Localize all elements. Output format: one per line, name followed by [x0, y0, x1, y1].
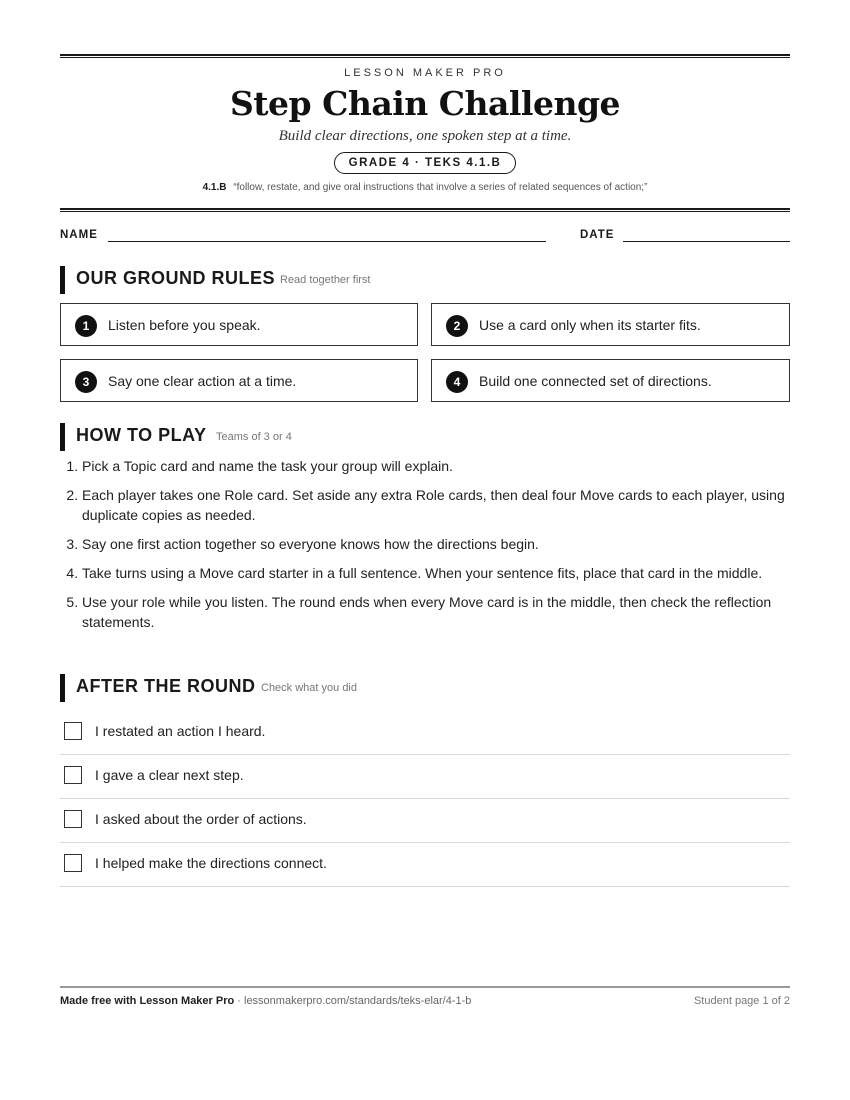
checkbox[interactable]	[64, 722, 82, 740]
ground-rule-text: Listen before you speak.	[108, 317, 261, 333]
section-bar	[60, 423, 65, 451]
checkbox[interactable]	[64, 854, 82, 872]
ground-rule-text: Use a card only when its starter fits.	[479, 317, 701, 333]
page-title: Step Chain Challenge	[229, 84, 621, 123]
section-bar	[60, 674, 65, 702]
standard-text: “follow, restate, and give oral instructions that involve a series of related sequences of action;”	[233, 182, 648, 193]
instruction-step: 5. Use your role while you listen. The round ends when every Move card is in the middle, then check the reflection statements.	[82, 592, 812, 632]
ground-rule-card	[60, 359, 418, 402]
section-title: AFTER THE ROUND	[76, 676, 256, 696]
checklist-item	[60, 710, 790, 755]
name-field[interactable]	[108, 241, 546, 242]
number-badge: 3	[75, 371, 97, 393]
checklist-item	[60, 798, 790, 843]
instruction-step: 2. Each player takes one Role card. Set aside any extra Role cards, then deal four Move cards to each player, using duplicate copies as needed.	[82, 485, 812, 525]
section-note: Read together first	[280, 274, 371, 286]
footer-made-with: Made free with Lesson Maker Pro	[60, 995, 235, 1007]
footer-rule	[60, 986, 790, 988]
section-note: Teams of 3 or 4	[216, 431, 292, 443]
date-label: DATE	[580, 229, 615, 241]
ground-rule-text: Build one connected set of directions.	[479, 373, 712, 389]
grade-badge: GRADE 4 · TEKS 4.1.B	[334, 152, 517, 174]
checklist-item	[60, 754, 790, 799]
header-bottom-rule	[60, 208, 790, 212]
ground-rule-card	[431, 359, 790, 402]
ground-rule-card	[60, 303, 418, 346]
checklist-text: I restated an action I heard.	[95, 723, 266, 739]
date-field[interactable]	[623, 241, 790, 242]
checklist-text: I asked about the order of actions.	[95, 811, 307, 827]
section-title: OUR GROUND RULES	[76, 268, 276, 288]
footer-url[interactable]: · lessonmakerpro.com/standards/teks-elar/4-1-b	[234, 995, 472, 1007]
instructions-list	[60, 456, 812, 641]
instruction-step: 1. Pick a Topic card and name the task your group will explain.	[82, 456, 812, 476]
number-badge: 1	[75, 315, 97, 337]
header-top-rule	[60, 54, 790, 58]
page-subtitle: Build clear directions, one spoken step at a time.	[278, 128, 572, 144]
checklist-text: I helped make the directions connect.	[95, 855, 327, 871]
footer-page-number: Student page 1 of 2	[693, 995, 790, 1007]
instruction-step: 3. Say one first action together so everyone knows how the directions begin.	[82, 534, 812, 554]
checkbox[interactable]	[64, 766, 82, 784]
section-note: Check what you did	[261, 682, 357, 694]
footer-credit	[60, 995, 471, 1007]
standard-code: 4.1.B	[202, 182, 227, 193]
standard-line	[60, 182, 790, 193]
number-badge: 2	[446, 315, 468, 337]
number-badge: 4	[446, 371, 468, 393]
instruction-step: 4. Take turns using a Move card starter in a full sentence. When your sentence fits, place that card in the middle.	[82, 563, 812, 583]
section-title: HOW TO PLAY	[76, 425, 207, 445]
brand-name: LESSON MAKER PRO	[344, 67, 506, 79]
checkbox[interactable]	[64, 810, 82, 828]
ground-rule-card	[431, 303, 790, 346]
checklist-item	[60, 842, 790, 887]
ground-rule-text: Say one clear action at a time.	[108, 373, 297, 389]
checklist-text: I gave a clear next step.	[95, 767, 244, 783]
section-bar	[60, 266, 65, 294]
name-label: NAME	[60, 229, 98, 241]
